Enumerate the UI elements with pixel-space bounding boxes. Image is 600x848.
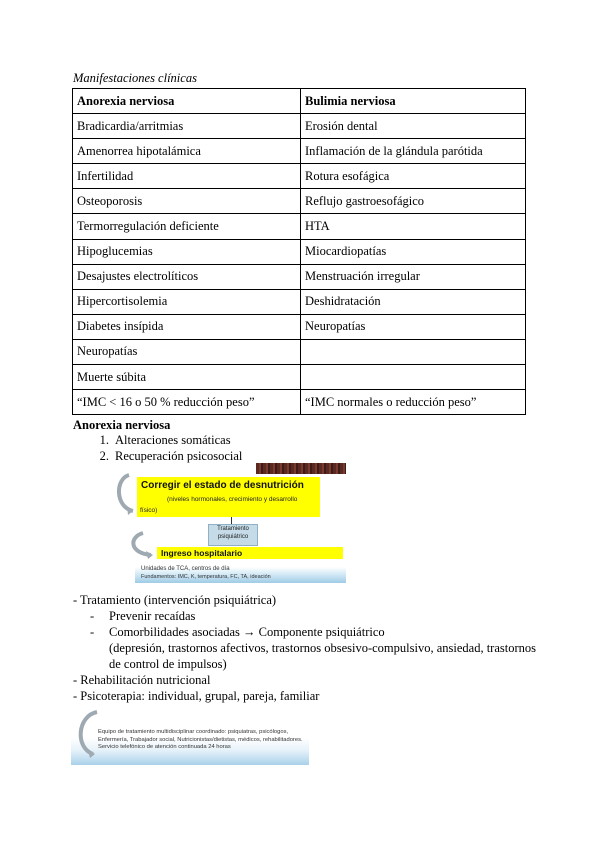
bulimia-cell: Inflamación de la glándula parótida	[301, 139, 526, 164]
anorexia-cell: Neuropatías	[73, 339, 301, 364]
table-row	[73, 289, 526, 314]
treatment-heading: - Tratamiento (intervención psiquiátrica)	[73, 593, 277, 607]
table-row	[73, 264, 526, 289]
table-row	[73, 139, 526, 164]
anorexia-cell: Hipoglucemias	[73, 239, 301, 264]
table-row	[73, 214, 526, 239]
table-row	[73, 339, 526, 364]
table-row	[73, 239, 526, 264]
header-anorexia: Anorexia nerviosa	[73, 89, 301, 114]
table-header-row	[73, 89, 526, 114]
anorexia-cell: Infertilidad	[73, 164, 301, 189]
anorexia-cell: Osteoporosis	[73, 189, 301, 214]
list-item: 2. Recuperación psicosocial	[99, 449, 243, 463]
treatment-flow-figure	[113, 463, 346, 583]
team-figure	[71, 708, 309, 765]
bulimia-cell: Reflujo gastroesofágico	[301, 189, 526, 214]
team-description: Equipo de tratamiento multidisciplinar coordinado: psiquiatras, psicólogos, Enfermería, Trabajador social, Nutricionistas/dietistas, médicos, rehabilitadores. Servicio telefónico de atención continuada 24 horas	[98, 729, 303, 750]
anorexia-cell: “IMC < 16 o 50 % reducción peso”	[73, 390, 301, 415]
anorexia-cell: Diabetes insípida	[73, 314, 301, 339]
table-row	[73, 390, 526, 415]
nutritional-rehab: - Rehabilitación nutricional	[73, 673, 211, 687]
comorbidity-detail-2: de control de impulsos)	[109, 657, 227, 671]
bulimia-cell: Rotura esofágica	[301, 164, 526, 189]
bulimia-cell: “IMC normales o reducción peso”	[301, 390, 526, 415]
bulimia-cell	[301, 339, 526, 364]
footer-text-1: Unidades de TCA, centros de día	[141, 566, 230, 572]
table-caption: Manifestaciones clínicas	[73, 71, 197, 85]
anorexia-cell: Termorregulación deficiente	[73, 214, 301, 239]
bulimia-cell: Menstruación irregular	[301, 264, 526, 289]
bulimia-cell	[301, 365, 526, 390]
bulimia-cell: Neuropatías	[301, 314, 526, 339]
section-title: Anorexia nerviosa	[73, 418, 171, 432]
footer-text-2: Fundamentos: IMC, K, temperatura, FC, TA, ideación	[141, 574, 271, 580]
table-row	[73, 114, 526, 139]
table-row	[73, 365, 526, 390]
hospital-box: Ingreso hospitalario	[157, 547, 343, 559]
clinical-manifestations-table	[72, 88, 526, 415]
table-row	[73, 314, 526, 339]
anorexia-cell: Hipercortisolemia	[73, 289, 301, 314]
anorexia-cell: Bradicardia/arritmias	[73, 114, 301, 139]
psychotherapy: - Psicoterapia: individual, grupal, pareja, familiar	[73, 689, 320, 703]
bulimia-cell: Miocardiopatías	[301, 239, 526, 264]
anorexia-cell: Desajustes electrolíticos	[73, 264, 301, 289]
comorbidity-detail-1: (depresión, trastornos afectivos, trastornos obsesivo-compulsivo, ansiedad, trastornos	[109, 641, 536, 655]
bulimia-cell: Deshidratación	[301, 289, 526, 314]
sub-bullet-marker: -	[90, 625, 95, 639]
anorexia-cell: Muerte súbita	[73, 365, 301, 390]
table-row	[73, 189, 526, 214]
anorexia-cell: Amenorrea hipotalámica	[73, 139, 301, 164]
sub-bullet-marker: -	[90, 609, 95, 623]
list-item: 1. Alteraciones somáticas	[99, 433, 231, 447]
sub-item-comorbilidades: Comorbilidades asociadas → Componente psiquiátrico	[109, 625, 385, 639]
header-bulimia: Bulimia nerviosa	[301, 89, 526, 114]
steps-list	[73, 432, 242, 464]
bulimia-cell: HTA	[301, 214, 526, 239]
table-row	[73, 164, 526, 189]
bulimia-cell: Erosión dental	[301, 114, 526, 139]
psychiatric-box: Tratamiento psiquiátrico	[208, 524, 258, 546]
desnutricion-box: Corregir el estado de desnutrición (niveles hormonales, crecimiento y desarrollo físico)	[137, 477, 320, 517]
sub-item-recaidas: Prevenir recaídas	[109, 609, 196, 623]
